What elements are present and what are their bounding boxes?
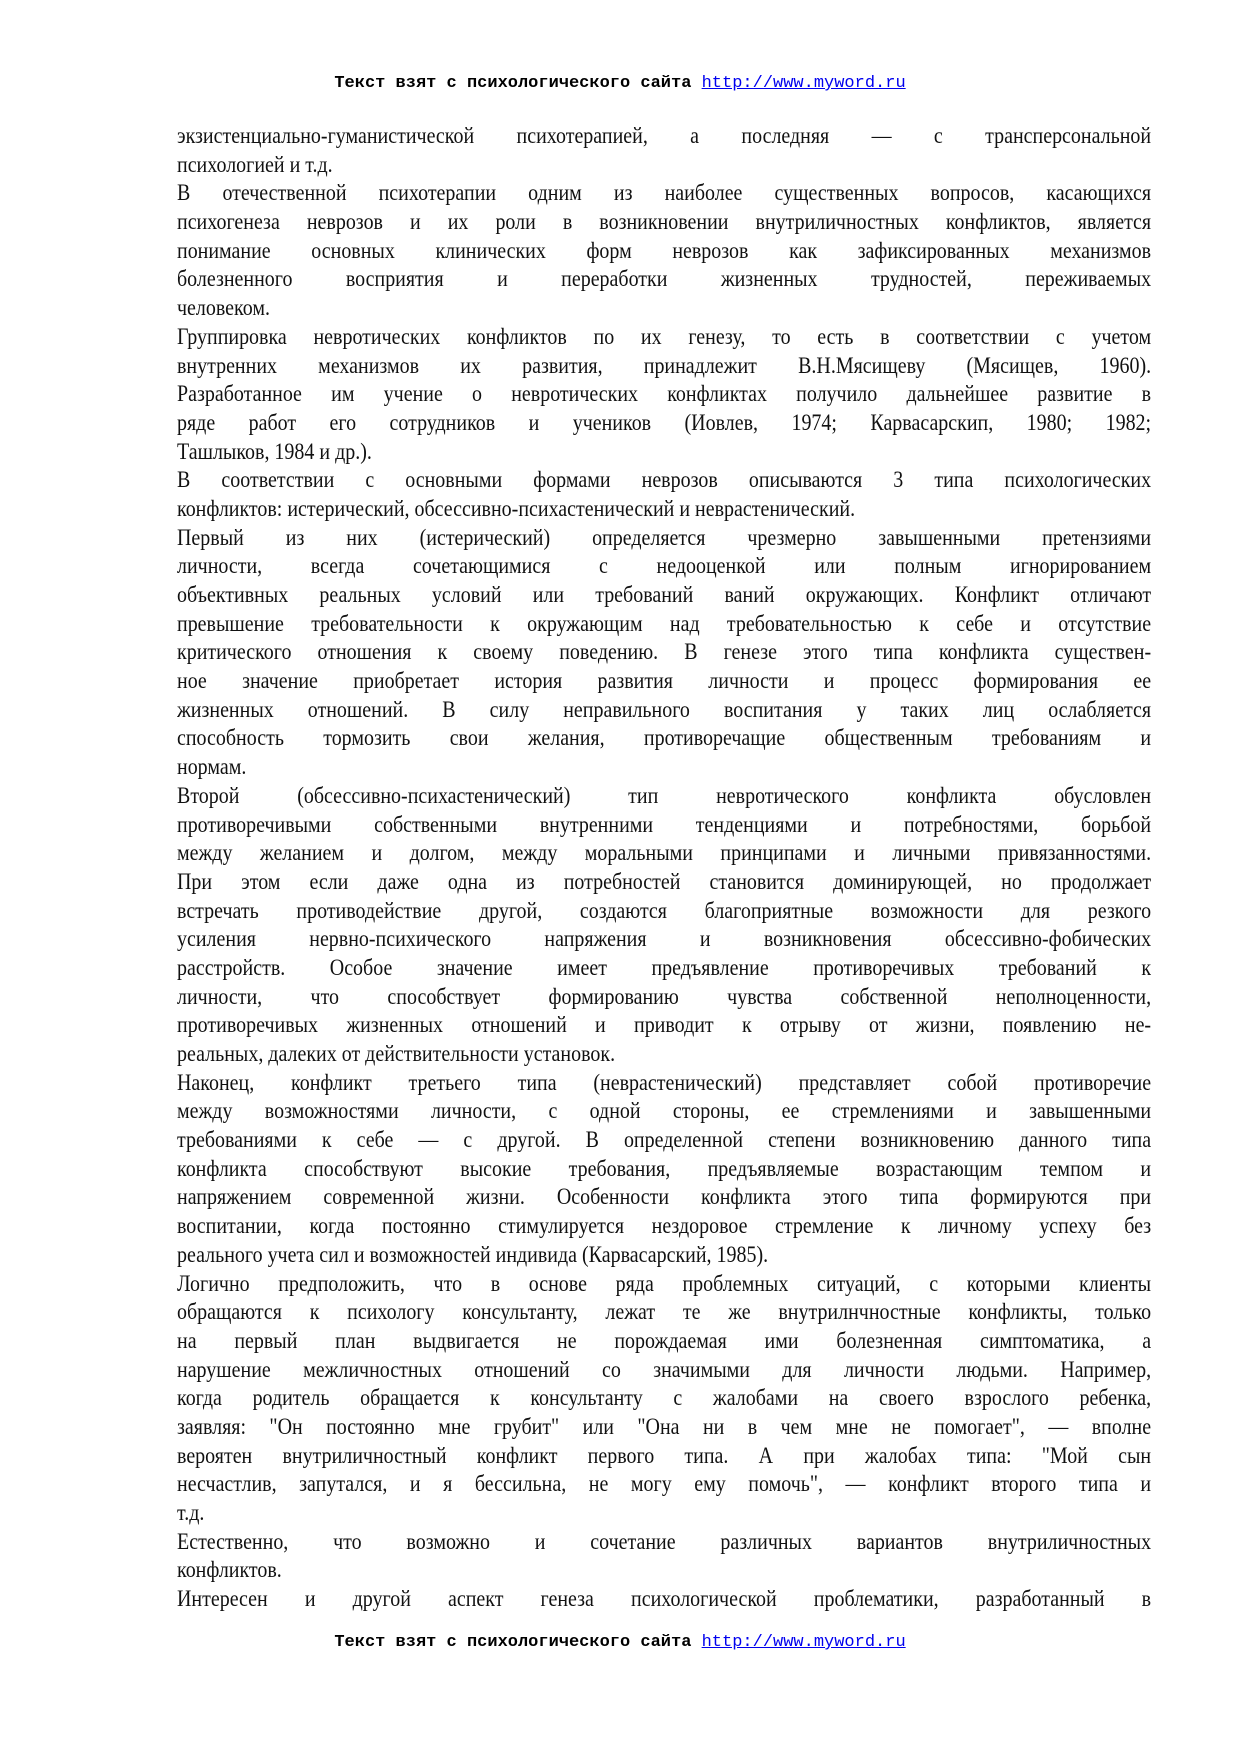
text-line: нормам. xyxy=(177,754,247,781)
text-line: требованиями к себе — с другой. В определенной степени возникновению данного типа xyxy=(177,1127,1152,1154)
text-line: объективных реальных условий или требований ваний окружающих. Конфликт отличают xyxy=(177,582,1152,608)
text-line: Наконец, конфликт третьего типа (неврастенический) представляет собой противоречие xyxy=(177,1069,1152,1096)
text-line: т.д. xyxy=(177,1500,205,1526)
text-line: превышение требовательности к окружающим над требовательностью к себе и отсутствие xyxy=(177,610,1152,637)
text-line: напряжением современной жизни. Особенности конфликта этого типа формируются при xyxy=(177,1184,1152,1211)
text-line: ное значение приобретает история развития личности и процесс формирования ее xyxy=(177,668,1152,695)
text-line: несчастлив, запутался, и я бессильна, не могу ему помочь", — конфликт второго типа и xyxy=(177,1471,1152,1498)
text-line: когда родитель обращается к консультанту с жалобами на своего взрослого ребенка, xyxy=(177,1385,1152,1412)
paragraph xyxy=(177,323,1151,466)
header-link[interactable]: http://www.myword.ru xyxy=(701,74,906,93)
text-line: на первый план выдвигается не порождаемая ими болезненная симптоматика, а xyxy=(177,1327,1152,1354)
text-line: При этом если даже одна из потребностей становится доминирующей, но продолжает xyxy=(177,868,1152,895)
text-line: реального учета сил и возможностей индивида (Карвасарский, 1985). xyxy=(177,1241,769,1268)
paragraph xyxy=(177,466,1151,523)
text-line: психологией и т.д. xyxy=(177,151,333,178)
text-line: Второй (обсессивно-психастенический) тип невротического конфликта обусловлен xyxy=(177,782,1152,809)
text-line: расстройств. Особое значение имеет предъявление противоречивых требований к xyxy=(177,954,1152,981)
text-line: человеком. xyxy=(177,295,270,322)
text-line: личности, что способствует формированию чувства собственной неполноценности, xyxy=(177,983,1152,1010)
paragraph xyxy=(177,782,1151,1069)
paragraph xyxy=(177,524,1151,782)
paragraph xyxy=(177,1528,1151,1585)
text-line: болезненного восприятия и переработки жизненных трудностей, переживаемых xyxy=(177,266,1152,293)
text-line: Естественно, что возможно и сочетание различных вариантов внутриличностных xyxy=(177,1528,1152,1555)
text-line: конфликта способствуют высокие требования, предъявляемые возрастающим темпом и xyxy=(177,1155,1152,1182)
page-footer xyxy=(0,1633,1240,1652)
text-line: вероятен внутриличностный конфликт первого типа. А при жалобах типа: "Мой сын xyxy=(177,1442,1152,1469)
footer-link[interactable]: http://www.myword.ru xyxy=(701,1633,906,1652)
paragraph xyxy=(177,179,1151,322)
text-line: противоречивыми собственными внутренними тенденциями и потребностями, борьбой xyxy=(177,811,1152,838)
text-line: В соответствии с основными формами неврозов описываются 3 типа психологических xyxy=(177,467,1152,494)
text-line: Логично предположить, что в основе ряда проблемных ситуаций, с которыми клиенты xyxy=(177,1270,1152,1297)
paragraph xyxy=(177,122,1151,179)
header-text: Текст взят с психологического сайта xyxy=(334,74,692,93)
text-line: Разработанное им учение о невротических конфликтах получило дальнейшее развитие в xyxy=(177,381,1152,408)
text-line: реальных, далеких от действительности установок. xyxy=(177,1041,616,1067)
paragraph xyxy=(177,1270,1151,1528)
text-line: Ташлыков, 1984 и др.). xyxy=(177,438,372,465)
paragraph xyxy=(177,1069,1151,1270)
text-line: конфликтов: истерический, обсессивно-психастенический и неврастенический. xyxy=(177,495,856,522)
text-line: критического отношения к своему поведению. В генезе этого типа конфликта существен- xyxy=(177,639,1152,666)
text-line: Интересен и другой аспект генеза психологической проблематики, разработанный в xyxy=(177,1586,1152,1613)
text-line: обращаются к психологу консультанту, лежат те же внутрилнчностные конфликты, только xyxy=(177,1299,1152,1326)
text-line: ряде работ его сотрудников и учеников (Иовлев, 1974; Карвасарскип, 1980; 1982; xyxy=(177,409,1152,436)
text-line: воспитании, когда постоянно стимулируется нездоровое стремление к личному успеху без xyxy=(177,1213,1152,1240)
text-line: между желанием и долгом, между моральными принципами и личными привязанностями. xyxy=(177,840,1152,867)
text-line: противоречивых жизненных отношений и приводит к отрыву от жизни, появлению не- xyxy=(177,1012,1152,1039)
page-header xyxy=(0,74,1240,93)
text-line: способность тормозить свои желания, противоречащие общественным требованиям и xyxy=(177,725,1152,752)
text-line: В отечественной психотерапии одним из наиболее существенных вопросов, касающихся xyxy=(177,180,1152,207)
text-line: встречать противодействие другой, создаются благоприятные возможности для резкого xyxy=(177,897,1152,924)
text-line: внутренних механизмов их развития, принадлежит В.Н.Мясищеву (Мясищев, 1960). xyxy=(177,352,1152,379)
text-line: Первый из них (истерический) определяется чрезмерно завышенными претензиями xyxy=(177,524,1152,551)
text-line: личности, всегда сочетающимися с недооценкой или полным игнорированием xyxy=(177,553,1152,580)
paragraph xyxy=(177,1585,1151,1614)
text-line: психогенеза неврозов и их роли в возникновении внутриличностных конфликтов, является xyxy=(177,209,1152,236)
document-body xyxy=(177,122,1151,1614)
text-line: понимание основных клинических форм неврозов как зафиксированных механизмов xyxy=(177,237,1152,264)
text-line: усиления нервно-психического напряжения и возникновения обсессивно-фобических xyxy=(177,926,1152,953)
text-line: жизненных отношений. В силу неправильного воспитания у таких лиц ослабляется xyxy=(177,696,1152,723)
footer-text: Текст взят с психологического сайта xyxy=(334,1633,692,1652)
text-line: Группировка невротических конфликтов по их генезу, то есть в соответствии с учетом xyxy=(177,323,1152,350)
text-line: между возможностями личности, с одной стороны, ее стремлениями и завышенными xyxy=(177,1098,1152,1125)
text-line: заявляя: "Он постоянно мне грубит" или "Она ни в чем мне не помогает", — вполне xyxy=(177,1413,1152,1440)
text-line: нарушение межличностных отношений со значимыми для личности людьми. Например, xyxy=(177,1356,1152,1383)
text-line: экзистенциально-гуманистической психотерапией, а последняя — с трансперсональной xyxy=(177,123,1152,149)
text-line: конфликтов. xyxy=(177,1557,282,1584)
